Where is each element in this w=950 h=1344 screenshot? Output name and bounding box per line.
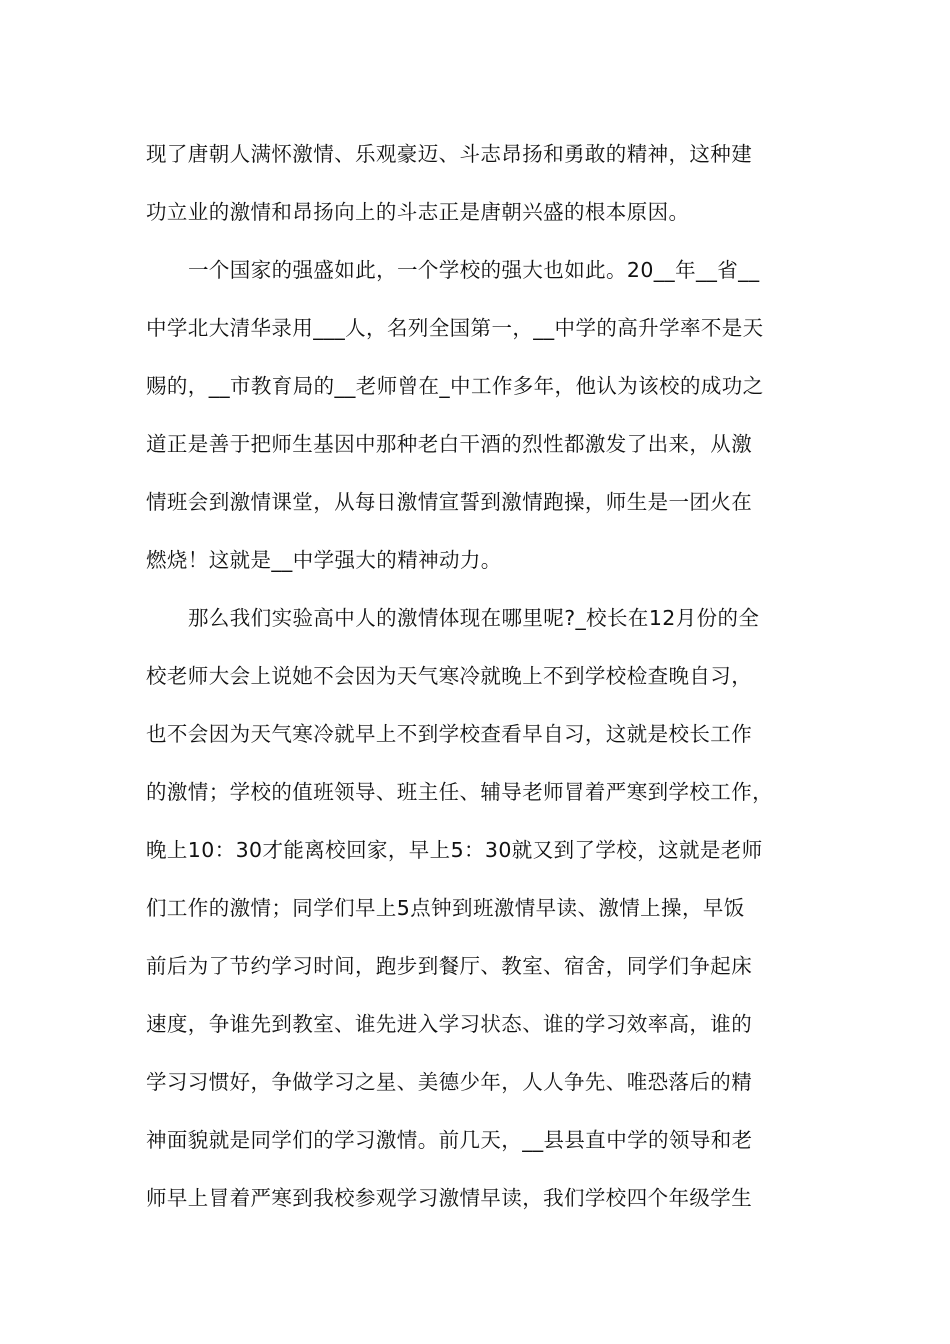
paragraph-start-line: 那么我们实验高中人的激情体现在哪里呢?_校长在12月份的全	[188, 606, 760, 630]
text-line: 道正是善于把师生基因中那种老白干酒的烈性都激发了出来，从激	[146, 432, 753, 456]
text-line: 速度，争谁先到教室、谁先进入学习状态、谁的学习效率高，谁的	[146, 1012, 753, 1036]
text-line: 前后为了节约学习时间，跑步到餐厅、教室、宿舍，同学们争起床	[146, 954, 753, 978]
text-line: 神面貌就是同学们的学习激情。前几天，__县县直中学的领导和老	[146, 1128, 753, 1152]
text-line: 现了唐朝人满怀激情、乐观豪迈、斗志昂扬和勇敢的精神，这种建	[146, 142, 753, 166]
text-line: 师早上冒着严寒到我校参观学习激情早读，我们学校四个年级学生	[146, 1186, 753, 1210]
text-line: 功立业的激情和昂扬向上的斗志正是唐朝兴盛的根本原因。	[146, 200, 690, 224]
text-line: 赐的，__市教育局的__老师曾在_中工作多年，他认为该校的成功之	[146, 374, 764, 398]
text-line: 校老师大会上说她不会因为天气寒冷就晚上不到学校检查晚自习，	[146, 664, 753, 688]
text-line: 晚上10：30才能离校回家，早上5：30就又到了学校，这就是老师	[146, 838, 763, 862]
text-line: 们工作的激情；同学们早上5点钟到班激情早读、激情上操，早饭	[146, 896, 745, 920]
text-line: 学习习惯好，争做学习之星、美德少年，人人争先、唯恐落后的精	[146, 1070, 753, 1094]
text-line: 的激情；学校的值班领导、班主任、辅导老师冒着严寒到学校工作，	[146, 780, 773, 804]
text-line: 中学北大清华录用___人，名列全国第一，__中学的高升学率不是天	[146, 316, 764, 340]
text-line: 燃烧！这就是__中学强大的精神动力。	[146, 548, 502, 572]
body-text	[146, 125, 826, 1227]
text-line: 情班会到激情课堂，从每日激情宣誓到激情跑操，师生是一团火在	[146, 490, 753, 514]
text-line: 也不会因为天气寒冷就早上不到学校查看早自习，这就是校长工作	[146, 722, 753, 746]
paragraph-start-line: 一个国家的强盛如此，一个学校的强大也如此。20__年__省__	[188, 258, 760, 282]
